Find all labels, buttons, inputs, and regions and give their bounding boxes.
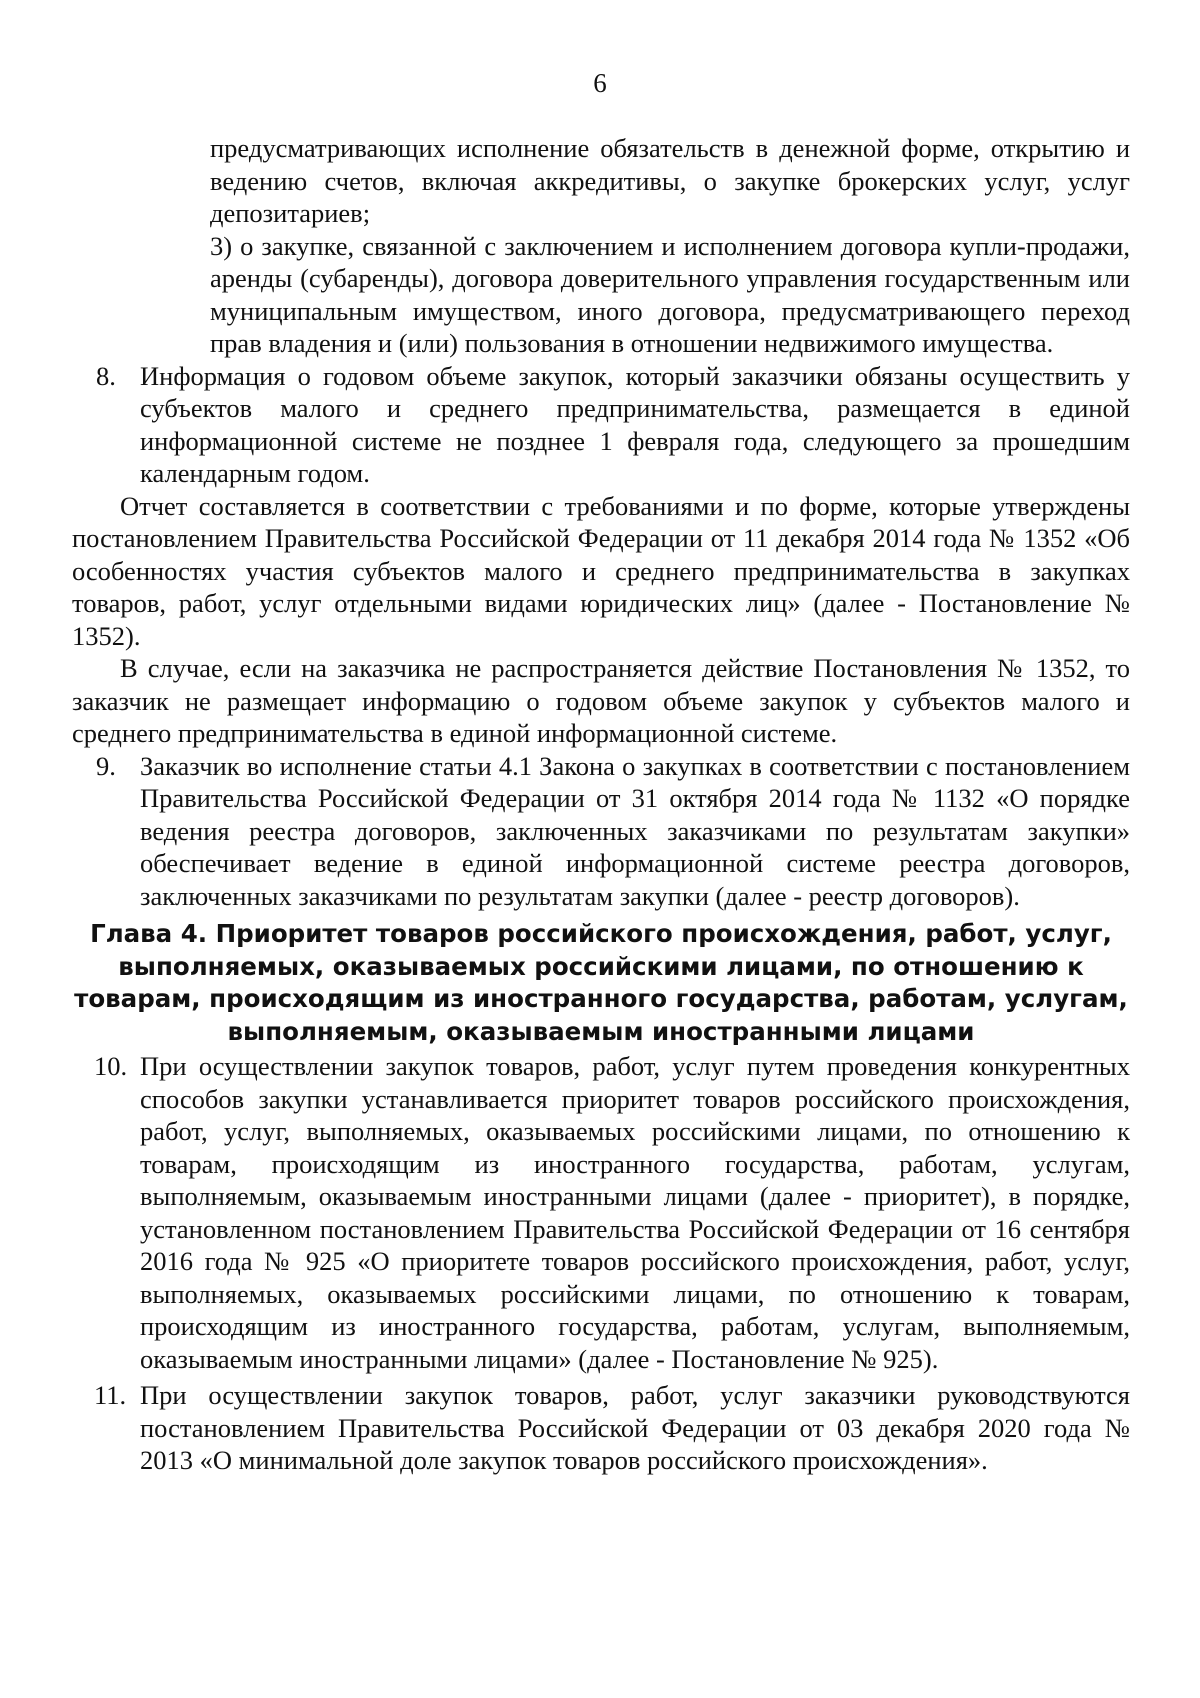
list-item-number: 10. xyxy=(94,1051,128,1081)
subitem-3: 3) о закупке, связанной с заключением и исполнением договора купли-продажи, аренды (субаренды), договора доверительного управления государственным или муниципальным имуществом, иного договора, предусматривающего переход прав владения и (или) пользования в отношении недвижимого имущества. xyxy=(210,230,1130,358)
list-item-8 xyxy=(72,360,1130,490)
document-body xyxy=(72,132,1130,1477)
chapter-heading-line: товарам, происходящим из иностранного государства, работам, услугам, xyxy=(74,984,1128,1013)
list-item-text: Заказчик во исполнение статьи 4.1 Закона о закупках в соответствии с постановлением Правительства Российской Федерации от 31 октября 2014 года № 1132 «О порядке ведения реестра договоров, заключенных заказчиками по результатам закупки» обеспечивает ведение в единой информационной системе реестра договоров, заключенных заказчиками по результатам закупки (далее - реестр договоров). xyxy=(140,750,1130,911)
chapter-heading-line: выполняемых, оказываемых российскими лицами, по отношению к xyxy=(118,951,1084,981)
page-number: 6 xyxy=(593,68,607,98)
continuation-text: предусматривающих исполнение обязательств в денежной форме, открытию и ведению счетов, включая аккредитивы, о закупке брокерских услуг, услуг депозитариев; xyxy=(210,133,1130,228)
list-item-number: 11. xyxy=(94,1380,127,1410)
chapter-heading-line: выполняемым, оказываемым иностранными лицами xyxy=(227,1016,975,1046)
list-item-text: При осуществлении закупок товаров, работ, услуг путем проведения конкурентных способов закупки устанавливается приоритет товаров российского происхождения, работ, услуг, выполняемых, оказываемых российскими лицами, по отношению к товарам, происходящим из иностранного государства, работам, услугам, выполняемым, оказываемым иностранными лицами (далее - приоритет), в порядке, установленном постановлением Правительства Российской Федерации от 16 сентября 2016 года № 925 «О приоритете товаров российского происхождения, работ, услуг, выполняемых, оказываемых российскими лицами, по отношению к товарам, происходящим из иностранного государства, работам, услугам, выполняемым, оказываемым иностранными лицами» (далее - Постановление № 925). xyxy=(140,1051,1130,1374)
paragraph-case: В случае, если на заказчика не распространяется действие Постановления № 1352, то заказчик не размещает информацию о годовом объеме закупок у субъектов малого и среднего предпринимательства в единой информационной системе. xyxy=(72,653,1130,748)
list-item-11 xyxy=(72,1379,1130,1477)
list-item-text: При осуществлении закупок товаров, работ, услуг заказчики руководствуются постановлением Правительства Российской Федерации от 03 декабря 2020 года № 2013 «О минимальной доле закупок товаров российского происхождения». xyxy=(140,1380,1130,1475)
list-item-10 xyxy=(72,1050,1130,1375)
paragraph-report: Отчет составляется в соответствии с требованиями и по форме, которые утверждены постановлением Правительства Российской Федерации от 11 декабря 2014 года № 1352 «Об особенностях участия субъектов малого и среднего предпринимательства в закупках товаров, работ, услуг отдельными видами юридических лиц» (далее - Постановление № 1352). xyxy=(72,490,1130,651)
list-item-number: 9. xyxy=(96,750,116,781)
chapter-heading xyxy=(72,918,1130,1048)
chapter-heading-line: Глава 4. Приоритет товаров российского происхождения, работ, услуг, xyxy=(90,919,1112,948)
list-item-number: 8. xyxy=(96,360,116,391)
list-item-9 xyxy=(72,750,1130,913)
list-item-text: Информация о годовом объеме закупок, который заказчики обязаны осуществить у субъектов малого и среднего предпринимательства, размещается в единой информационной системе не позднее 1 февраля года, следующего за прошедшим календарным годом. xyxy=(140,360,1130,488)
